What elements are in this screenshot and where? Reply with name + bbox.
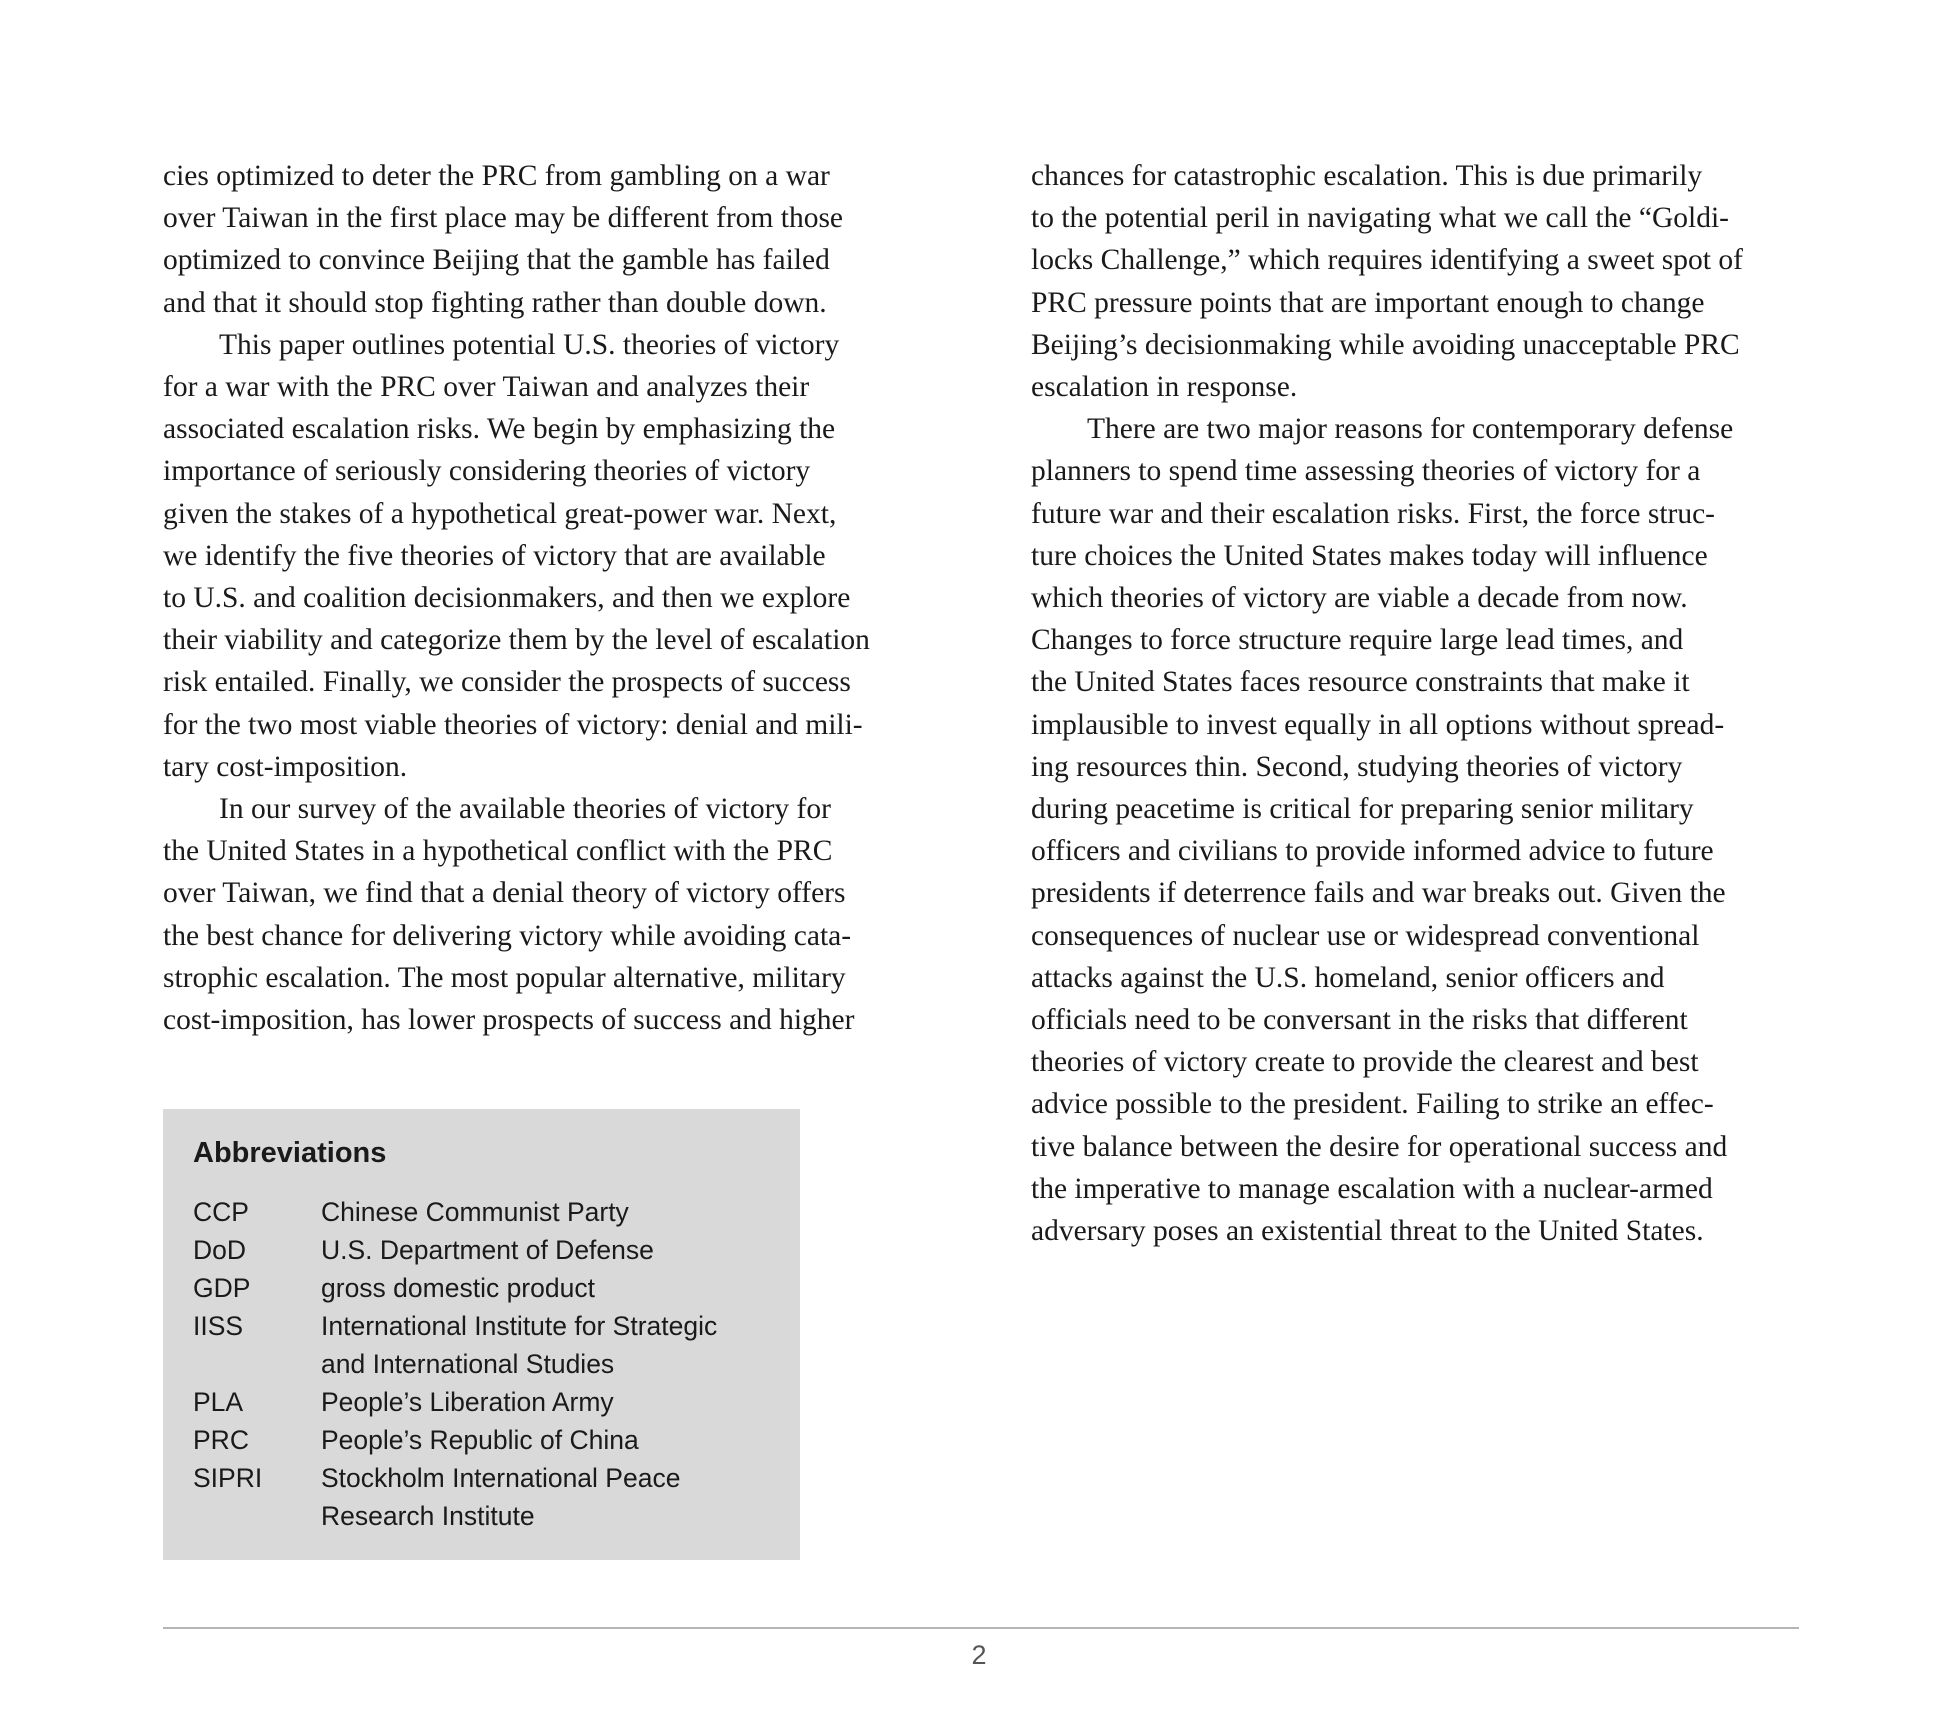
definition-line: Stockholm International Peace — [321, 1463, 681, 1493]
definition-line: U.S. Department of Defense — [321, 1235, 654, 1265]
text-line: cost-imposition, has lower prospects of success and higher — [163, 1004, 855, 1037]
text-line: for the two most viable theories of victory: denial and mili- — [163, 708, 863, 741]
abbreviations-table — [193, 1193, 761, 1535]
abbreviation-definition — [321, 1269, 761, 1307]
abbreviation-row — [193, 1193, 761, 1231]
text-line: cies optimized to deter the PRC from gambling on a war — [163, 160, 830, 192]
abbreviation-definition — [321, 1231, 761, 1269]
left-text-column — [163, 155, 933, 1041]
definition-line: People’s Republic of China — [321, 1425, 639, 1455]
text-line: over Taiwan, we find that a denial theory of victory offers — [163, 877, 846, 910]
text-line: which theories of victory are viable a decade from now. — [1031, 582, 1688, 615]
abbreviation-code: PRC — [193, 1425, 249, 1455]
abbreviation-row — [193, 1269, 761, 1307]
text-line: to U.S. and coalition decisionmakers, and then we explore — [163, 582, 851, 615]
text-line: associated escalation risks. We begin by emphasizing the — [163, 413, 836, 446]
text-line: for a war with the PRC over Taiwan and analyzes their — [163, 371, 810, 404]
text-line: future war and their escalation risks. First, the force struc- — [1031, 497, 1716, 530]
text-line: the imperative to manage escalation with a nuclear-armed — [1031, 1172, 1713, 1205]
abbreviation-definition — [321, 1193, 761, 1231]
text-line: chances for catastrophic escalation. This is due primarily — [1031, 160, 1703, 192]
text-line: consequences of nuclear use or widespread conventional — [1031, 919, 1700, 952]
text-line: risk entailed. Finally, we consider the prospects of success — [163, 666, 851, 699]
text-line: implausible to invest equally in all options without spread- — [1031, 708, 1725, 741]
abbreviation-code: SIPRI — [193, 1463, 263, 1493]
abbreviation-row — [193, 1459, 761, 1535]
page-number: 2 — [971, 1640, 987, 1670]
footer-divider — [163, 1627, 1799, 1629]
right-text-column — [1031, 155, 1801, 1252]
text-line: officers and civilians to provide informed advice to future — [1031, 835, 1714, 868]
definition-line: gross domestic product — [321, 1273, 595, 1303]
text-line: PRC pressure points that are important enough to change — [1031, 286, 1705, 319]
text-line: advice possible to the president. Failing to strike an effec- — [1031, 1088, 1714, 1121]
text-line: officials need to be conversant in the risks that different — [1031, 1004, 1688, 1037]
text-line: planners to spend time assessing theories of victory for a — [1031, 455, 1701, 488]
text-line: over Taiwan in the first place may be different from those — [163, 202, 844, 235]
text-line: adversary poses an existential threat to the United States. — [1031, 1215, 1704, 1248]
definition-line: People’s Liberation Army — [321, 1387, 614, 1417]
text-line: theories of victory create to provide the clearest and best — [1031, 1046, 1699, 1079]
paragraph-start-line: There are two major reasons for contemporary defense — [1087, 413, 1734, 446]
definition-line: Chinese Communist Party — [321, 1197, 629, 1227]
text-line: to the potential peril in navigating what we call the “Goldi- — [1031, 202, 1729, 235]
abbreviation-code: GDP — [193, 1273, 251, 1303]
text-line: presidents if deterrence fails and war breaks out. Given the — [1031, 877, 1726, 910]
abbreviation-code: IISS — [193, 1311, 244, 1341]
abbreviations-title: Abbreviations — [193, 1137, 387, 1169]
text-line: given the stakes of a hypothetical great-power war. Next, — [163, 497, 837, 530]
abbreviation-row — [193, 1421, 761, 1459]
text-line: attacks against the U.S. homeland, senior officers and — [1031, 961, 1665, 994]
abbreviation-definition — [321, 1307, 761, 1383]
abbreviation-definition — [321, 1421, 761, 1459]
text-line: locks Challenge,” which requires identifying a sweet spot of — [1031, 244, 1743, 277]
text-line: we identify the five theories of victory that are available — [163, 539, 826, 572]
abbreviation-row — [193, 1383, 761, 1421]
text-line: ing resources thin. Second, studying theories of victory — [1031, 750, 1683, 783]
abbreviation-row — [193, 1307, 761, 1383]
text-line: during peacetime is critical for preparing senior military — [1031, 793, 1694, 826]
abbreviation-code: PLA — [193, 1387, 244, 1417]
text-line: escalation in response. — [1031, 371, 1298, 404]
definition-line: Research Institute — [321, 1501, 535, 1531]
abbreviation-definition — [321, 1459, 761, 1535]
abbreviation-row — [193, 1231, 761, 1269]
text-line: the best chance for delivering victory while avoiding cata- — [163, 919, 852, 952]
text-line: Beijing’s decisionmaking while avoiding unacceptable PRC — [1031, 328, 1740, 361]
definition-line: International Institute for Strategic — [321, 1311, 718, 1341]
text-line: their viability and categorize them by the level of escalation — [163, 624, 870, 657]
paragraph-start-line: In our survey of the available theories of victory for — [219, 793, 831, 826]
abbreviations-sidebar — [163, 1109, 800, 1560]
paragraph-start-line: This paper outlines potential U.S. theories of victory — [219, 328, 840, 361]
definition-line: and International Studies — [321, 1349, 615, 1379]
text-line: tive balance between the desire for operational success and — [1031, 1130, 1728, 1163]
text-line: ture choices the United States makes today will influence — [1031, 539, 1708, 572]
text-line: and that it should stop fighting rather than double down. — [163, 286, 827, 319]
text-line: strophic escalation. The most popular alternative, military — [163, 961, 846, 994]
abbreviation-code: CCP — [193, 1197, 249, 1227]
text-line: optimized to convince Beijing that the gamble has failed — [163, 244, 830, 277]
text-line: the United States faces resource constraints that make it — [1031, 666, 1690, 699]
abbreviation-code: DoD — [193, 1235, 247, 1265]
text-line: importance of seriously considering theories of victory — [163, 455, 811, 488]
abbreviation-definition — [321, 1383, 761, 1421]
text-line: tary cost-imposition. — [163, 750, 408, 783]
text-line: Changes to force structure require large lead times, and — [1031, 624, 1684, 657]
text-line: the United States in a hypothetical conflict with the PRC — [163, 835, 833, 868]
